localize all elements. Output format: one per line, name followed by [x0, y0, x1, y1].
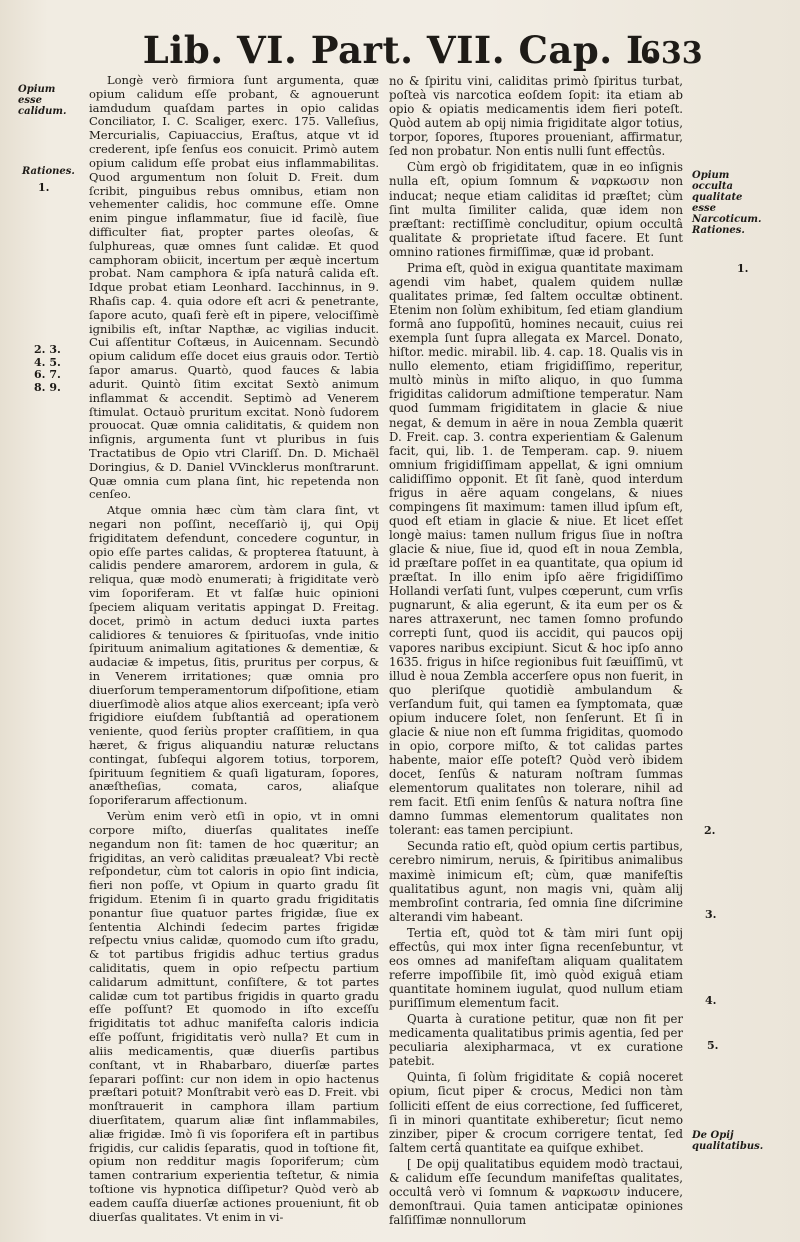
right-paragraph-3: Prima eſt, quòd in exigua quantitate maximam agendi vim habet, qualem quidem nullæ qualitates primæ, ſed ſaltem occultæ obtinent. Etenim non ſolùm exhibitum, ſed etiam glandium formâ ano ſuppoſitū, homines necauit, cuius rei exempla ſunt ſupra allegata ex Marcel. Donato, hiſtor. medic. mirabil. lib. 4. cap. 18. Qualis vis in nullo elemento, etiam frigidiſſimo, reperitur, multò minùs in miſto aliquo, in quo ſumma frigiditas calidorum admiſtione temperatur. Nam quod ſummam frigiditatem in glacie & niue negat, & demum in aëre in noua Zembla quærit D. Freit. cap. 3. contra experientiam & Galenum facit, qui, lib. 1. de Temperam. cap. 9. niuem omnium frigidiſſimam appellat, & igni omnium calidiſſimo opponit. Et ſit ſanè, quod interdum frigus in aëre aquam congelans, & niues compingens ſit maximum: tamen illud ipſum eſt, quod eſt etiam in glacie & niue. Et licet eſſet longè maius: tamen nullum frigus ſiue in noſtra glacie & niue, ſiue id, quod eſt in noua Zembla, id præſtare poſſet in ea quantitate, qua opium id præſtat. In illo enim ipſo aëre frigidiſſimo Hollandi verſati ſunt, vulpes cœperunt, cum vrſis pugnarunt, & alia egerunt, & ita eum per os & nares attraxerunt, nec tamen ſomno profundo correpti ſunt, quod iis accidit, qui paucos opij vapores naribus excipiunt. Sicut & hoc ipſo anno 1635. frigus in hiſce regionibus fuit ſæuiſſimū, vt illud è noua Zembla accerſere opus non fuerit, in quo pleriſque quotidiè ambulandum & verſandum fuit, qui tamen ea ſymptomata, quæ opium inducere ſolet, non ſenſerunt. Et ſi in glacie & niue non eſt ſumma frigiditas, quomodo in opio, corpore miſto, & tot calidas partes habente, maior eſſe poteſt? Quòd verò ibidem docet, ſenſûs & naturam noſtram ſummas elementorum qualitates non tolerare, nihil ad rem facit. Etſi enim ſenſûs & natura noſtra ſine damno ſummas elementorum qualitates non tolerant: eas tamen percipiunt.: [389, 260, 683, 838]
margin-number-left-1: 1.: [38, 181, 50, 194]
page-number: 633: [640, 36, 703, 71]
margin-number-right-1: 1.: [737, 262, 749, 275]
margin-numbers-left-block: 2. 3. 4. 5. 6. 7. 8. 9.: [34, 343, 61, 394]
margin-number-right-3: 3.: [705, 908, 717, 921]
left-paragraph-1: Longè verò firmiora ſunt argumenta, quæ opium calidum eſſe probant, & agnouerunt iamdudum quaſdam partes in opio calidas Conciliator, I. C. Scaliger, exerc. 175. Valleſius, Mercurialis, Capiuaccius, Eraſtus, atque vt id crederent, ipſe ſenſus eos conuicit. Primò autem opium calidum eſſe probat eius inflammabilitas. Quod argumentum non ſoluit D. Freit. dum ſcribit, pinguibus rebus omnibus, etiam non vehementer calidis, hoc commune eſſe. Omne enim pingue inflammatur, ſiue id facilè, ſiue difficulter fiat, propter partes oleoſas, & ſulphureas, quæ omnes ſunt calidæ. Et quod camphoram obiicit, incertum per æquè incertum probat. Nam camphora & ipſa naturâ calida eſt. Idque probat etiam Leonhard. Iacchinnus, in 9. Rhaſis cap. 4. quia odore eſt acri & penetrante, ſapore acuto, quaſi ferè eſt in pipere, velociſſimè ignibilis eſt, inſtar Napthæ, ac vigilias inducit. Cui aſſentitur Coſtæus, in Auicennam. Secundò opium calidum eſſe docet eius grauis odor. Tertiò ſapor amarus. Quartò, quod fauces & labia adurit. Quintò ſitim excitat Sextò animum inflammat & accendit. Septimò ad Venerem ſtimulat. Octauò pruritum excitat. Nonò ſudorem prouocat. Quæ omnia caliditatis, & quidem non inſignis, argumenta ſunt vt pluribus in ſuis Tractatibus de Opio vtri Clariſſ. Dn. D. Michaël Doringius, & D. Daniel VVincklerus monſtrarunt. Quæ omnia cum plana ſint, hic repetenda non cenſeo.: [89, 73, 379, 502]
margin-number-right-2: 2.: [704, 824, 716, 837]
right-paragraph-5: Tertia eſt, quòd tot & tàm miri ſunt opij effectûs, qui mox inter ſigna recenſebuntur, vt eos omnes ad manifeſtam aliquam qualitatem referre impoſſibile ſit, imò quòd exiguâ etiam quantitate hominem iugulat, quod nullum etiam puriſſimum elementum facit.: [389, 925, 683, 1011]
right-paragraph-4: Secunda ratio eſt, quòd opium certis partibus, cerebro nimirum, neruis, & ſpiritibus animalibus maximè inimicum eſt; cùm, quæ manifeſtis qualitatibus agunt, non magis vni, quàm alij membroſint contraria, ſed omnia ſine diſcrimine alterandi vim habeant.: [389, 839, 683, 924]
margin-note-opium-calidum: Opium esse calidum.: [18, 84, 67, 117]
left-paragraph-2: Atque omnia hæc cùm tàm clara ſint, vt negari non poſſint, neceſſariò ij, qui Opij frigiditatem defendunt, concedere coguntur, in opio eſſe partes calidas, & propterea ſtatuunt, à calidis pendere amarorem, ardorem in gula, & reliqua, quæ modò enumerati; à frigiditate verò vim ſoporiferam. Et vt falſæ huic opinioni ſpeciem aliquam veritatis appingat D. Freitag. docet, primò in actum deduci iuxta partes calidiores & tenuiores & ſpirituoſas, vnde initio ſpirituum animalium agitationes & dementiæ, & audaciæ & impetus, ſitis, pruritus per corpus, & in Venerem irritationes; quæ omnia pro diuerſorum temperamentorum diſpoſitione, etiam diuerſimodè alios atque alios exerceant; ipſa verò frigidiore eiuſdem ſubſtantiâ ad operationem veniente, quod ſeriùs propter craſſitiem, in qua hæret, & frigus aliquandiu naturæ reluctans contingat, ſubſequi algorem totius, torporem, ſpirituum ſegnitiem & quaſi ligaturam, ſopores, anæſtheſias, comata, caros, aliaſque ſoporiferarum affectionum.: [89, 503, 379, 808]
margin-number-right-4: 4.: [705, 994, 717, 1007]
right-paragraph-6: Quarta à curatione petitur, quæ non fit per medicamenta qualitatibus primis agentia, ſed per peculiaria alexipharmaca, vt ex curatione patebit.: [389, 1012, 683, 1069]
left-paragraph-3: Verùm enim verò etſi in opio, vt in omni corpore miſto, diuerſas qualitates ineſſe negandum non ſit: tamen de hoc quæritur; an frigiditas, an verò caliditas præualeat? Vbi rectè reſpondetur, cùm tot caloris in opio ſint indicia, fieri non poſſe, vt Opium in quarto gradu ſit frigidum. Etenim ſi in quarto gradu frigiditatis ponantur ſiue quatuor partes frigidæ, ſiue ex ſententia Alchindi ſedecim partes frigidæ reſpectu vnius calidæ, quomodo cum iſto gradu, & tot partibus frigidis adhuc tertius gradus caliditatis, quem in opio reſpectu partium calidarum admittunt, conſiſtere, & tot partes calidæ cum tot partibus frigidis in quarto gradu eſſe poſſunt? Et quomodo in iſto exceſſu frigiditatis tot adhuc manifeſta caloris indicia eſſe poſſunt, frigiditatis verò nulla? Et cum in aliis medicamentis, quæ diuerſis partibus conſtant, vt in Rhabarbaro, diuerſæ partes ſeparari poſſint: cur non idem in opio hactenus præſtari potuit? Monſtrabit verò eas D. Freit. vbi monſtrauerit in camphora illam partium diuerſitatem, quarum aliæ ſint inflammabiles, aliæ frigidæ. Imò ſi vis ſoporifera eſt in partibus frigidis, cur calidis ſeparatis, quod in toſtione fit, opium non redditur magis ſoporiferum; cùm tamen contrarium experientia teſtetur, & nimia toſtione vis hypnotica diſſipetur? Quòd verò ab eadem cauſſa diuerſæ actiones proueniunt, fit ob diuerſas qualitates. Vt enim in vi-: [89, 809, 379, 1224]
text-column-left: [89, 74, 379, 1226]
right-paragraph-2: Cùm ergò ob frigiditatem, quæ in eo inſignis nulla eſt, opium ſomnum & ναρκωσιν non inducat; neque etiam caliditas id præſtet; cùm ſint multa ſimiliter calida, quæ idem non præſtant: rectiſſimè concluditur, opium occultâ qualitate & proprietate iſtud facere. Et ſunt omnino rationes firmiſſimæ, quæ id probant.: [389, 160, 683, 259]
right-paragraph-1: no & ſpiritu vini, caliditas primò ſpiritus turbat, poſteà vis narcotica eoſdem ſopit: ita etiam ab opio & opiatis medicamentis idem fieri poteſt. Quòd autem ab opij nimia frigiditate algor totius, torpor, ſopores, ſtupores proueniant, affirmatur, ſed non probatur. Non entis nulli ſunt effectûs.: [389, 74, 683, 159]
right-paragraph-8: [ De opij qualitatibus equidem modò tractaui, & calidum eſſe ſecundum manifeſtas qualitates, occultâ verò vi ſomnum & ναρκωσιν inducere, demonſtraui. Quia tamen anticipatæ opiniones falſiſſimæ nonnullorum: [389, 1156, 683, 1227]
margin-number-right-5: 5.: [707, 1039, 719, 1052]
text-column-right: [389, 74, 683, 1229]
margin-note-opium-narcoticum: Opium occulta qualitate esse Narcoticum. Rationes.: [692, 170, 762, 236]
margin-note-de-opij-qualitatibus: De Opij qualitatibus.: [692, 1130, 764, 1152]
running-title: Lib. VI. Part. VII. Cap. I.: [142, 28, 658, 72]
right-paragraph-7: Quinta, ſi ſolùm frigiditate & copiâ noceret opium, ſicut piper & crocus, Medici non tàm ſolliciti eſſent de eius correctione, ſed ſufficeret, ſi in minori quantitate exhiberetur; ſicut nemo zinziber, piper & crocum corrigere tentat, ſed ſaltem certâ quantitate ea quiſque exhibet.: [389, 1070, 683, 1155]
margin-note-rationes-left: Rationes.: [22, 166, 75, 177]
